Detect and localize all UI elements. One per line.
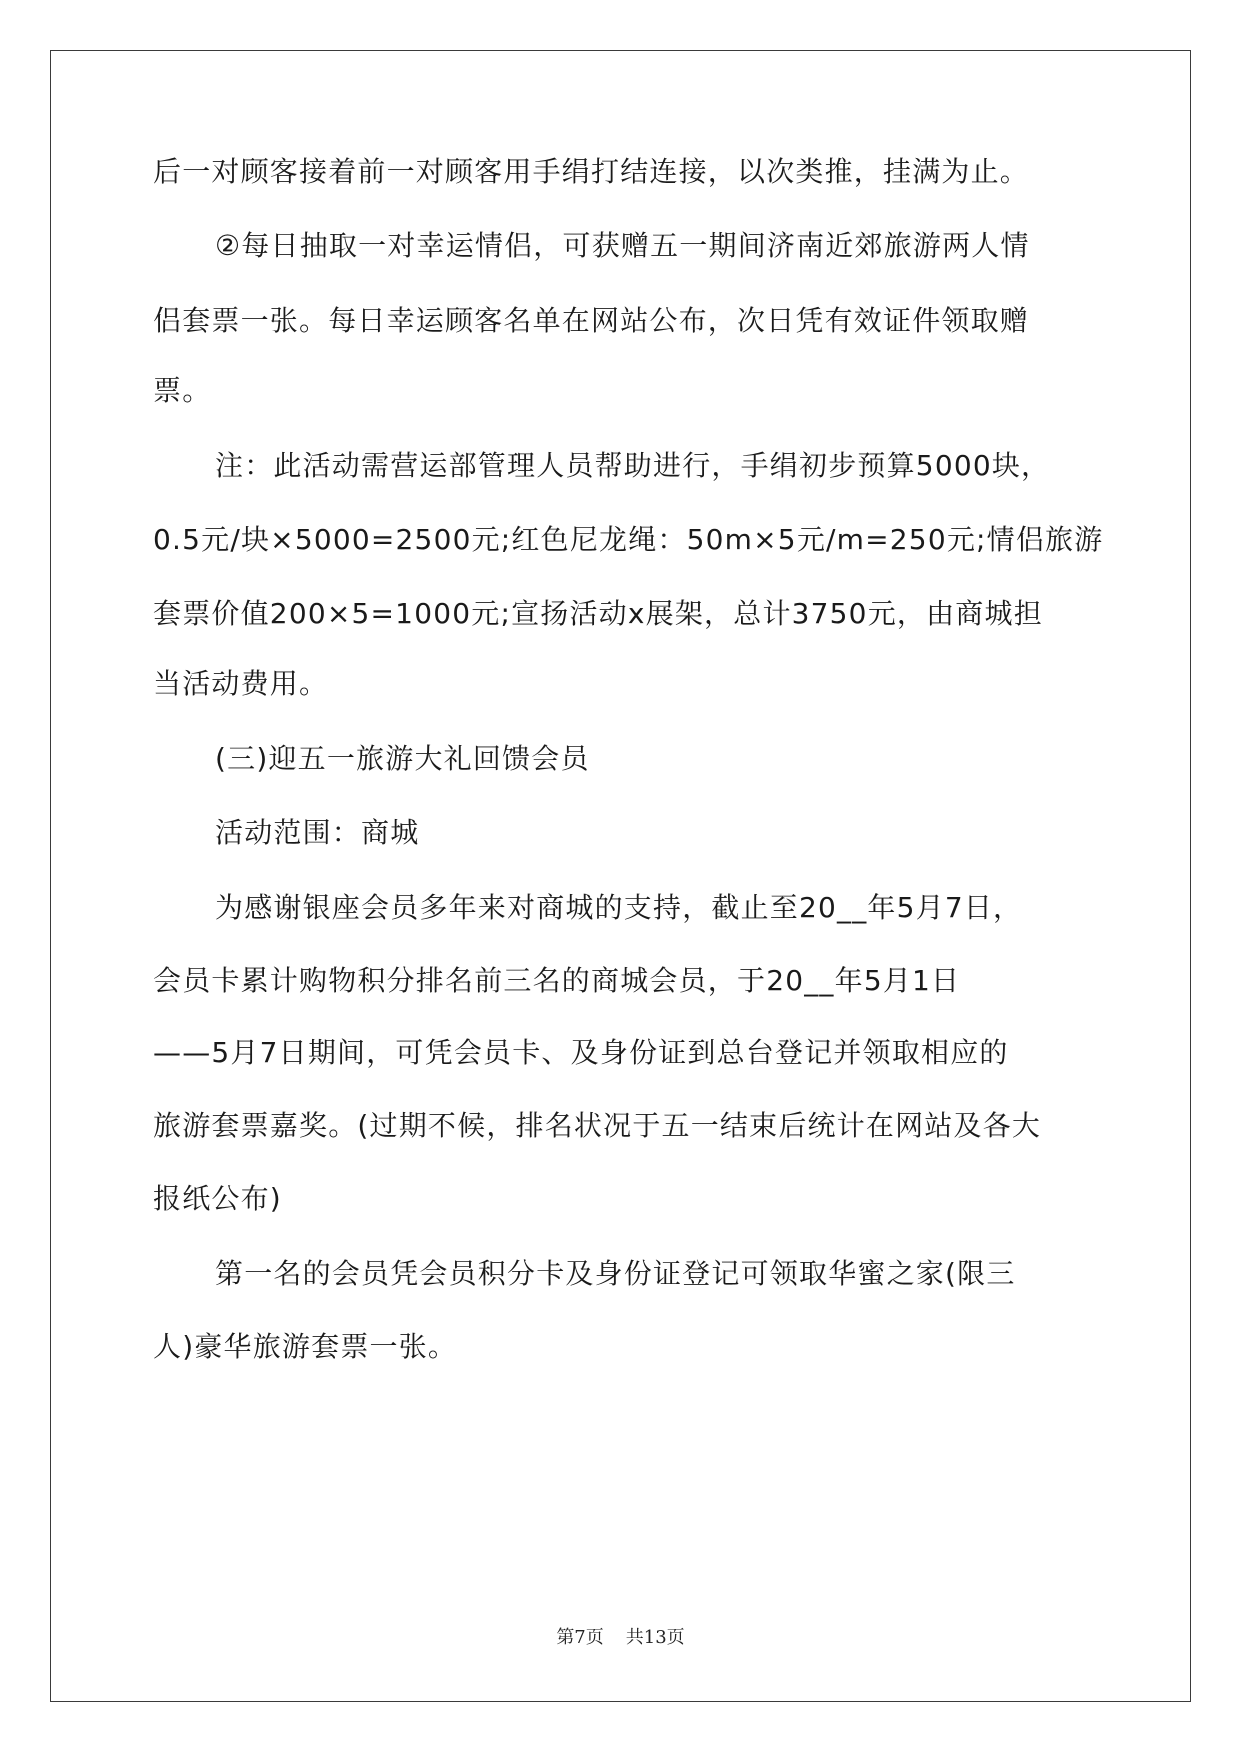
page-total: 共13页 [625, 1627, 685, 1648]
page-border [50, 50, 1191, 1702]
text-line: 为感谢银座会员多年来对商城的支持，截止至20__年5月7日， [215, 891, 1023, 924]
text-line: 报纸公布) [153, 1182, 282, 1215]
text-line: 注：此活动需营运部管理人员帮助进行，手绢初步预算5000块， [215, 449, 1051, 482]
text-line: 活动范围：商城 [215, 816, 420, 849]
text-line: 会员卡累计购物积分排名前三名的商城会员，于20__年5月1日 [153, 964, 961, 997]
text-line: ②每日抽取一对幸运情侣，可获赠五一期间济南近郊旅游两人情 [215, 229, 1030, 262]
text-line: 0.5元/块×5000=2500元;红色尼龙绳：50m×5元/m=250元;情侣旅游 [153, 523, 1104, 556]
section-heading: (三)迎五一旅游大礼回馈会员 [215, 742, 590, 775]
text-line: 侣套票一张。每日幸运顾客名单在网站公布，次日凭有效证件领取赠 [153, 304, 1030, 337]
text-line: 旅游套票嘉奖。(过期不候，排名状况于五一结束后统计在网站及各大 [153, 1109, 1042, 1142]
text-line: 人)豪华旅游套票一张。 [153, 1330, 458, 1363]
text-line: 套票价值200×5=1000元;宣扬活动x展架，总计3750元，由商城担 [153, 597, 1043, 630]
page-number: 第7页 [556, 1627, 604, 1648]
text-line: ——5月7日期间，可凭会员卡、及身份证到总台登记并领取相应的 [153, 1036, 1009, 1069]
text-line: 后一对顾客接着前一对顾客用手绢打结连接，以次类推，挂满为止。 [153, 155, 1030, 188]
text-line: 当活动费用。 [153, 667, 329, 700]
page-footer [0, 1626, 1241, 1650]
text-line: 票。 [153, 374, 212, 407]
text-line: 第一名的会员凭会员积分卡及身份证登记可领取华蜜之家(限三 [215, 1257, 1016, 1290]
